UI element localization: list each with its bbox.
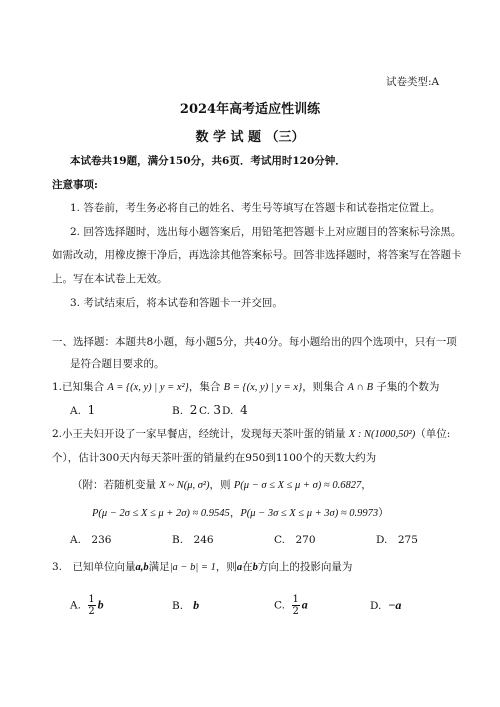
q3-option-c: C. $\frac{1}{2}$ a bbox=[274, 594, 308, 617]
section-heading-line1: 一、选择题：本题共8小题，每小题5分，共40分。每小题给出的四个选项中，只有一项 bbox=[52, 336, 457, 348]
question-3-stem: 3. 已知单位向量a,b满足|a − b| = 1，则a在b方向上的投影向量为 bbox=[52, 561, 353, 573]
set-b: B = {(x, y) | y = x} bbox=[223, 382, 303, 393]
set-a: A = {(x, y) | y = x²} bbox=[107, 382, 189, 393]
q2-option-a: A. 236 bbox=[70, 534, 112, 546]
question-2-hint-line2: P(μ − 2σ ≤ X ≤ μ + 2σ) ≈ 0.9545，P(μ − 3σ ≤ X ≤ μ + 3σ) ≈ 0.9973） bbox=[92, 507, 389, 519]
note-3: 3. 考试结束后，将本试卷和答题卡一并交回。 bbox=[70, 297, 283, 309]
exam-subtitle: 数 学 试 题 （三） bbox=[195, 130, 305, 145]
paper-type: 试卷类型:A bbox=[386, 76, 440, 88]
half-fraction: $\frac{1}{2}$ bbox=[292, 594, 299, 617]
q2-option-c: C. 270 bbox=[274, 534, 316, 546]
q3-option-d: D. −a bbox=[370, 598, 402, 612]
q2-option-d: D. 275 bbox=[376, 534, 418, 546]
q2-option-b: B. 246 bbox=[172, 534, 214, 546]
q1-option-d: D. 4 bbox=[222, 403, 248, 417]
q1-option-c: C. 3 bbox=[199, 403, 221, 417]
q3-option-a: A. $\frac{1}{2}$ b bbox=[70, 594, 104, 617]
exam-info: 本试卷共19题，满分150分，共6页．考试用时120分钟． bbox=[70, 155, 346, 167]
note-2-line1: 2. 回答选择题时，选出每小题答案后，用铅笔把答题卡上对应题目的答案标号涂黑。 bbox=[70, 226, 462, 238]
question-2-line2: 个），估计300天内每天茶叶蛋的销量约在950到1100个的天数大约为 bbox=[52, 452, 377, 464]
question-1-stem: 1.已知集合 A = {(x, y) | y = x²}，集合 B = {(x, y) | y = x}，则集合 A ∩ B 子集的个数为 bbox=[52, 381, 440, 393]
q3-option-b: B. b bbox=[172, 598, 200, 612]
question-2-hint-line1: （附：若随机变量 X ~ N(μ, σ²)，则 P(μ − σ ≤ X ≤ μ + σ) ≈ 0.6827， bbox=[72, 479, 372, 491]
question-2-line1: 2.小王夫妇开设了一家早餐店，经统计，发现每天茶叶蛋的销量 X : N(1000,50²)（单位: bbox=[52, 428, 451, 440]
note-1: 1. 答卷前，考生务必将自己的姓名、考生号等填写在答题卡和试卷指定位置上。 bbox=[70, 202, 441, 214]
intersection-expr: A ∩ B bbox=[347, 382, 374, 393]
half-fraction: $\frac{1}{2}$ bbox=[88, 594, 95, 617]
note-2-line3: 上。写在本试卷上无效。 bbox=[52, 273, 168, 285]
section-heading-line2: 是符合题目要求的。 bbox=[70, 358, 165, 370]
notes-heading: 注意事项: bbox=[52, 179, 98, 191]
q1-option-b: B. 2 bbox=[172, 403, 198, 417]
q1-option-a: A. 1 bbox=[70, 403, 96, 417]
note-2-line2: 如需改动，用橡皮擦干净后，再选涂其他答案标号。回答非选择题时，将答案写在答题卡 bbox=[52, 249, 462, 261]
exam-title: 2024年高考适应性训练 bbox=[179, 102, 321, 117]
